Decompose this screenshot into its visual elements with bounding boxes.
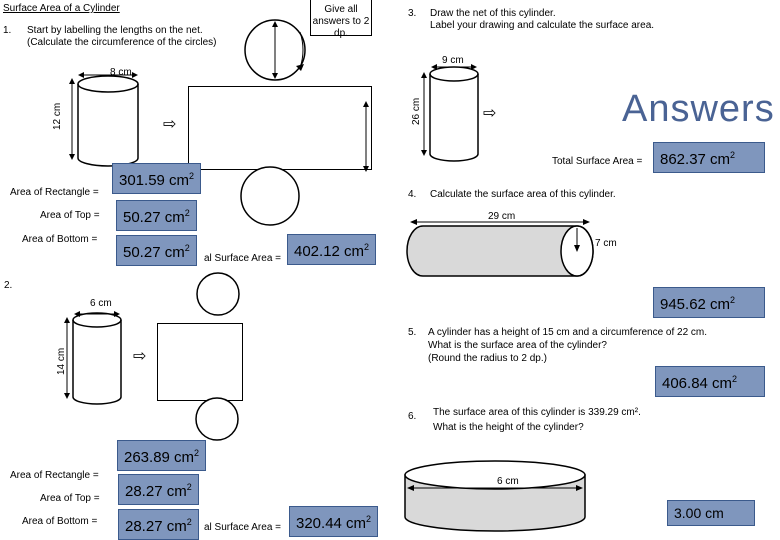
q1-top-answer: 50.27 $cm^2$ <box>116 200 197 231</box>
q3-dim-height: 26 cm <box>411 97 422 125</box>
q5-text-line2: What is the surface area of the cylinder? <box>428 340 607 351</box>
q2-net-rectangle <box>157 323 243 401</box>
q4-text: Calculate the surface area of this cylinder. <box>430 189 616 200</box>
worksheet-title: Surface Area of a Cylinder <box>3 3 120 14</box>
q6-dim-diameter: 6 cm <box>497 476 519 487</box>
q2-bottom-label: Area of Bottom = <box>22 516 98 527</box>
q2-number: 2. <box>4 280 13 291</box>
q1-rect-answer: 301.59 $cm^2$ <box>112 163 201 194</box>
q3-text-line1: Draw the net of this cylinder. <box>430 8 556 19</box>
q5-answer: 406.84 $cm^2$ <box>655 366 765 397</box>
q2-dim-height: 14 cm <box>56 347 67 375</box>
q1-total-label: al Surface Area = <box>204 253 281 264</box>
q3-total-answer: 862.37 $cm^2$ <box>653 142 765 173</box>
q2-rect-label: Area of Rectangle = <box>10 470 99 481</box>
q4-horizontal-cylinder <box>405 218 605 283</box>
q1-rect-label: Area of Rectangle = <box>10 187 99 198</box>
q6-text-line2: What is the height of the cylinder? <box>433 422 584 433</box>
q4-dim-radius: 7 cm <box>595 238 617 249</box>
q1-bottom-label: Area of Bottom = <box>22 234 98 245</box>
q3-number: 3. <box>408 8 417 19</box>
q1-dim-width: 8 cm <box>110 67 132 78</box>
q5-text-line1: A cylinder has a height of 15 cm and a circumference of 22 cm. <box>428 327 708 338</box>
q3-text-line2: Label your drawing and calculate the surface area. <box>430 20 655 31</box>
q1-top-label: Area of Top = <box>40 210 100 221</box>
q3-dim-width: 9 cm <box>442 55 464 66</box>
dp-note: Give all answers to 2 dp. <box>310 0 372 36</box>
q2-dim-width: 6 cm <box>90 298 112 309</box>
q5-number: 5. <box>408 327 417 338</box>
q6-short-cylinder <box>400 455 600 540</box>
q1-text-line1: Start by labelling the lengths on the net. <box>27 25 203 36</box>
q1-net-bottom-circle <box>240 166 310 228</box>
q6-number: 6. <box>408 411 417 422</box>
q5-text-line3: (Round the radius to 2 dp.) <box>428 353 547 364</box>
q4-answer: 945.62 $cm^2$ <box>653 287 765 318</box>
q1-net-dim-arrows <box>188 78 388 178</box>
q3-arrow-icon: ⇨ <box>483 105 497 122</box>
q2-arrow-icon: ⇨ <box>133 348 147 365</box>
q6-answer: 3.00 cm <box>667 500 755 526</box>
q2-top-answer: 28.27 $cm^2$ <box>118 474 199 505</box>
q1-bottom-answer: 50.27 $cm^2$ <box>116 235 197 266</box>
q4-dim-length: 29 cm <box>488 211 516 222</box>
q1-dim-height: 12 cm <box>52 102 63 130</box>
q2-top-label: Area of Top = <box>40 493 100 504</box>
q1-text-line2: (Calculate the circumference of the circles) <box>27 37 217 48</box>
q4-number: 4. <box>408 189 417 200</box>
q1-total-answer: 402.12 $cm^2$ <box>287 234 376 265</box>
answers-heading: Answers <box>622 88 775 130</box>
q2-total-answer: 320.44 $cm^2$ <box>289 506 378 537</box>
q3-total-label: Total Surface Area = <box>552 156 643 167</box>
q2-net-top-circle <box>197 272 247 322</box>
q6-text-line1: The surface area of this cylinder is 339.29 cm². <box>433 407 641 418</box>
q2-total-label: al Surface Area = <box>204 522 281 533</box>
q2-bottom-answer: 28.27 $cm^2$ <box>118 509 199 540</box>
q1-number: 1. <box>3 25 12 36</box>
q1-arrow-icon: ⇨ <box>163 116 177 133</box>
q2-rect-answer: 263.89 $cm^2$ <box>117 440 206 471</box>
